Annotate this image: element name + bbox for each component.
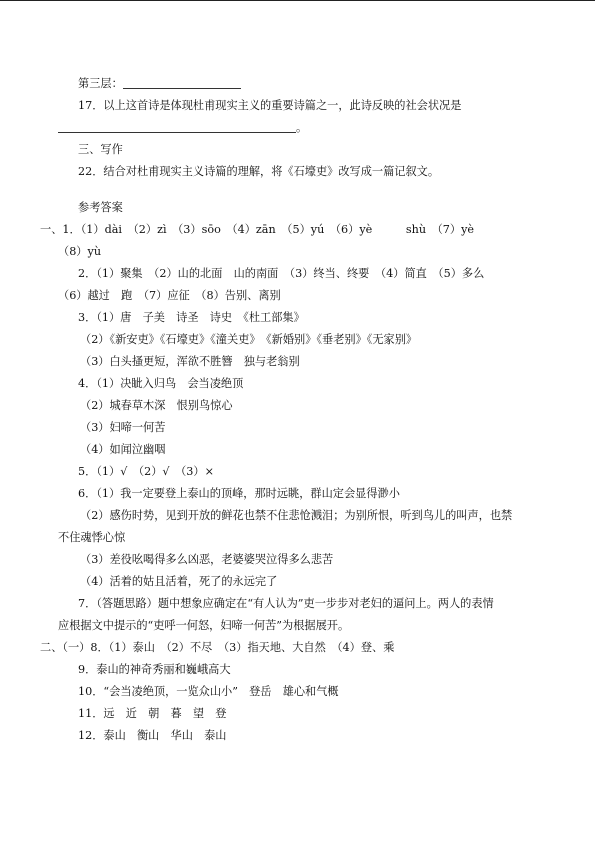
answer-blank <box>58 118 296 133</box>
answer-line <box>58 417 555 439</box>
answer-line <box>58 505 555 527</box>
line-text: 10．“会当凌绝顶，一览众山小” 登岳 雄心和气概 <box>78 685 339 698</box>
line-text: （2）《新安吏》《石壕吏》《潼关吏》 《新婚别》《垂老别》《无家别》 <box>80 333 418 346</box>
line-text: 9．泰山的神奇秀丽和巍峨高大 <box>78 663 231 676</box>
answer-line <box>58 263 555 285</box>
line-text: 应根据文中提示的“吏呼一何怒，妇啼一何苦”为根据展开。 <box>58 619 350 632</box>
answer-line <box>58 593 555 615</box>
answer-line <box>58 351 555 373</box>
answer-line <box>58 725 555 747</box>
line-text: 6．（1）我一定要登上泰山的顶峰，那时远眺，群山定会显得渺小 <box>78 487 400 500</box>
answer-line <box>58 549 555 571</box>
answer-line <box>58 285 555 307</box>
line-text: 一、1．（1）dài （2）zì （3）sōo （4）zān （5）yú （6）yè shù （7）yè <box>40 223 475 236</box>
line-text: 7．（答题思路）题中想象应确定在“有人认为”吏一步步对老妇的逼问上。两人的表情 <box>78 597 494 610</box>
answer-line <box>58 681 555 703</box>
answer-line <box>58 703 555 725</box>
text-line <box>58 117 555 139</box>
line-text: （2）城春草木深 恨别鸟惊心 <box>80 399 233 412</box>
line-text: （2）感伤时势，见到开放的鲜花也禁不住悲怆溅泪；为别所恨，听到鸟儿的叫声，也禁 <box>80 509 513 522</box>
line-text: （4）如闻泣幽咽 <box>80 443 166 456</box>
answer-line <box>58 483 555 505</box>
answer-blank <box>123 74 241 89</box>
answer-line <box>58 307 555 329</box>
answer-line <box>58 461 555 483</box>
line-text: 不住魂悸心惊 <box>58 531 126 544</box>
line-text: 12．泰山 衡山 华山 泰山 <box>78 729 227 742</box>
line-text: 3．（1）唐 子美 诗圣 诗史 《杜工部集》 <box>78 311 305 324</box>
line-text: 参考答案 <box>78 201 123 214</box>
line-text: 11．远 近 朝 暮 望 登 <box>78 707 227 720</box>
line-text: 2．（1）聚集 （2）山的北面 山的南面 （3）终当、终要 （4）简直 （5）多么 <box>78 267 485 280</box>
answer-line <box>58 527 555 549</box>
answer-line <box>40 637 555 659</box>
line-text: 5．（1）√ （2）√ （3）× <box>78 465 214 478</box>
line-text: （3）差役吆喝得多么凶恶，老婆婆哭泣得多么悲苦 <box>80 553 334 566</box>
line-text: 第三层： <box>78 77 123 90</box>
text-line <box>58 73 555 95</box>
answer-line <box>40 219 555 241</box>
line-text: 三、写作 <box>78 143 123 156</box>
answers-heading <box>58 197 555 219</box>
answer-line <box>58 571 555 593</box>
line-text: （8）yù <box>58 245 102 258</box>
line-text: （3）白头搔更短，浑欲不胜簪 独与老翁别 <box>80 355 300 368</box>
question-17 <box>58 95 555 117</box>
line-text: 。 <box>296 121 308 134</box>
line-text: 17．以上这首诗是体现杜甫现实主义的重要诗篇之一，此诗反映的社会状况是 <box>78 99 462 112</box>
line-text: （4）活着的姑且活着，死了的永远完了 <box>80 575 278 588</box>
question-22 <box>58 161 555 183</box>
line-text: （6）越过 跑 （7）应征 （8）告别、离别 <box>58 289 281 302</box>
answer-line <box>58 615 555 637</box>
line-text: 4．（1）决眦入归鸟 会当凌绝顶 <box>78 377 244 390</box>
line-text: 二、（一）8．（1）泰山 （2）不尽 （3）指天地、大自然 （4）登、乘 <box>40 641 395 654</box>
section-heading-writing <box>58 139 555 161</box>
line-text: （3）妇啼一何苦 <box>80 421 166 434</box>
answer-line <box>58 241 555 263</box>
answer-line <box>58 659 555 681</box>
answer-line <box>58 439 555 461</box>
answer-line <box>58 373 555 395</box>
answer-line <box>58 329 555 351</box>
line-text: 22．结合对杜甫现实主义诗篇的理解，将《石壕吏》改写成一篇记叙文。 <box>78 165 440 178</box>
answer-line <box>58 395 555 417</box>
